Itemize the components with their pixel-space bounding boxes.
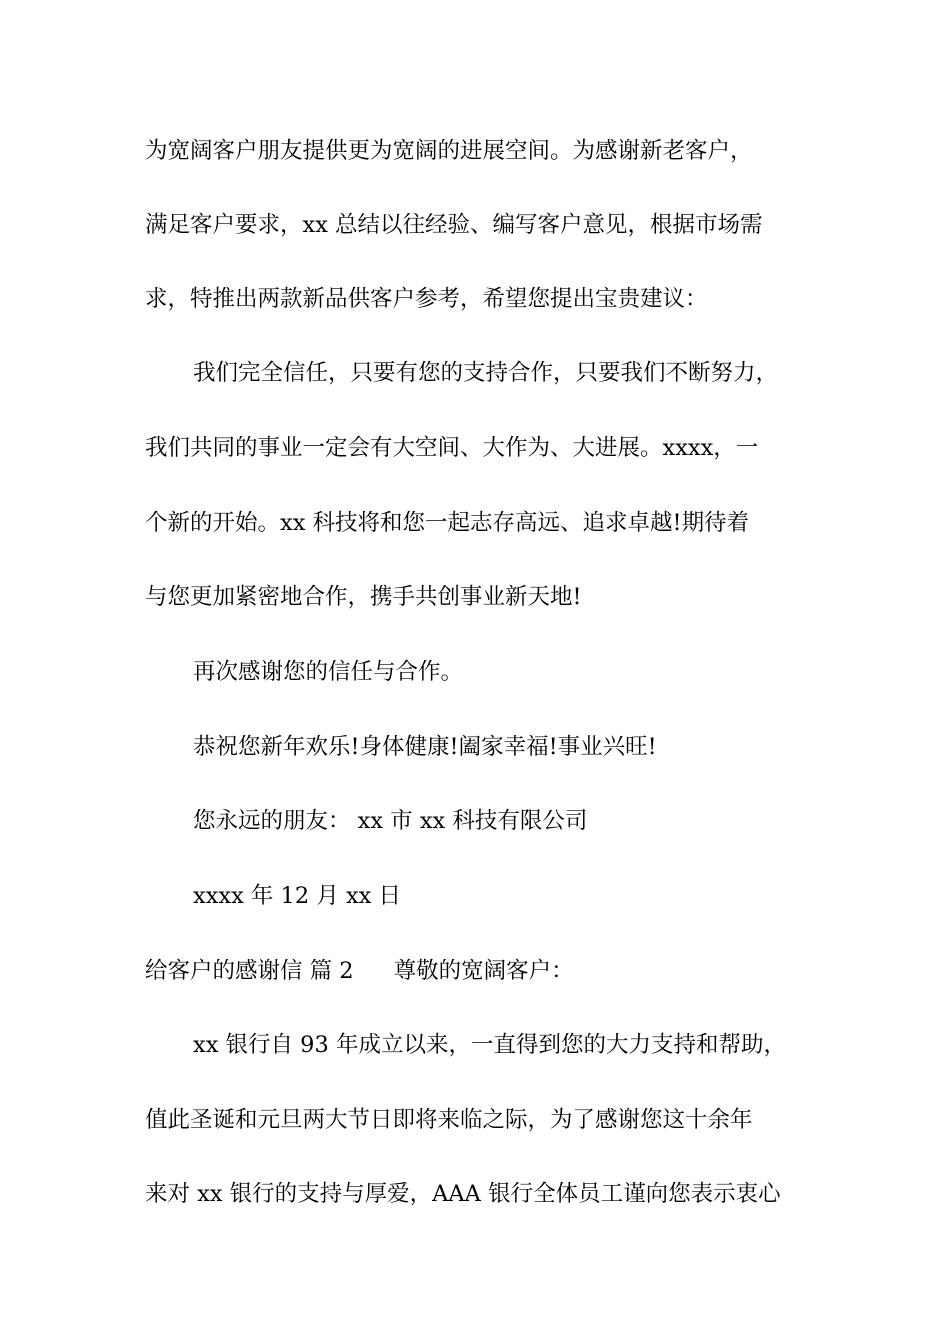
paragraph-line-12: xx 银行自 93 年成立以来，一直得到您的大力支持和帮助， <box>193 1032 786 1058</box>
section-heading-line <box>145 956 574 986</box>
section-heading: 给客户的感谢信 篇 2 <box>145 958 354 984</box>
paragraph-line-13: 值此圣诞和元旦两大节日即将来临之际，为了感谢您这十余年 <box>145 1107 753 1133</box>
paragraph-line-2: 满足客户要求，xx 总结以往经验、编写客户意见，根据市场需 <box>145 212 763 238</box>
signature-line: 您永远的朋友： xx 市 xx 科技有限公司 <box>193 808 588 834</box>
paragraph-line-1: 为宽阔客户朋友提供更为宽阔的进展空间。为感谢新老客户， <box>145 138 753 164</box>
salutation: 尊敬的宽阔客户： <box>393 958 574 984</box>
paragraph-line-14: 来对 xx 银行的支持与厚爱，AAA 银行全体员工谨向您表示衷心 <box>145 1181 781 1207</box>
paragraph-line-5: 我们共同的事业一定会有大空间、大作为、大进展。xxxx，一 <box>145 435 759 461</box>
greeting-line: 恭祝您新年欢乐!身体健康!阖家幸福!事业兴旺! <box>193 734 657 760</box>
paragraph-line-4: 我们完全信任，只要有您的支持合作，只要我们不断努力， <box>193 360 779 386</box>
thanks-line: 再次感谢您的信任与合作。 <box>193 659 464 685</box>
paragraph-line-6: 个新的开始。xx 科技将和您一起志存高远、追求卓越!期待着 <box>145 510 750 536</box>
date-line: xxxx 年 12 月 xx 日 <box>193 883 402 909</box>
paragraph-line-3: 求，特推出两款新品供客户参考，希望您提出宝贵建议： <box>145 286 708 312</box>
paragraph-line-7: 与您更加紧密地合作，携手共创事业新天地! <box>145 584 582 610</box>
